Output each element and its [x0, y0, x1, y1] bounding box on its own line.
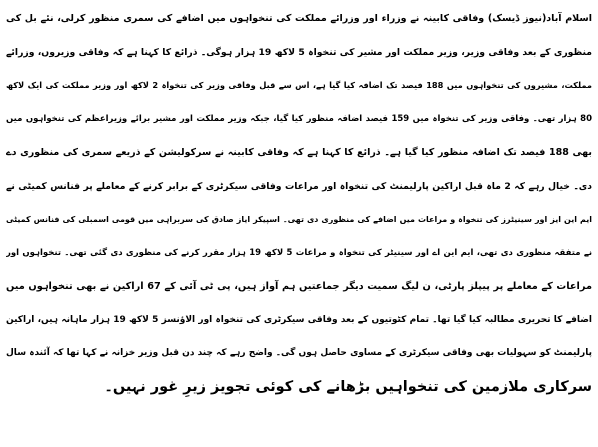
article-line: مراعات کے معاملے پر پیپلز پارٹی، ن لیگ سمیت دیگر جماعتیں ہم آواز ہیں، پی ٹی آئی کے 67 اراکین نے بھی تنخواہوں میں — [6, 281, 592, 292]
article-line: سرکاری ملازمین کی تنخواہیں بڑھانے کی کوئی تجویز زیرِ غور نہیں۔ — [104, 378, 592, 395]
article-line: 80 ہزار تھی۔ وفاقی وزیر کی تنخواہ میں 159 فیصد اضافہ منظور کیا گیا، جبکہ وزیر مملکت اور مشیر برائے وزیراعظم کی تنخواہوں میں — [6, 113, 592, 124]
article-line: نے متفقہ منظوری دی تھی، ایم این اے اور سینیٹر کی تنخواہ و مراعات 5 لاکھ 19 ہزار مقرر کرنے کی منظوری دی گئی تھی۔ تنخواہوں اور — [6, 247, 592, 258]
article-line: ایم این ایز اور سینیٹرز کی تنخواہ و مراعات میں اضافے کی منظوری دی تھی۔ اسپیکر ایاز صادق کی سربراہی میں قومی اسمبلی کی فنانس کمیٹی — [6, 215, 592, 224]
article-line: اسلام آباد(نیوز ڈیسک) وفاقی کابینہ نے وزراء اور وزرائے مملکت کی تنخواہوں میں اضافے کی سمری منظور کرلی، نئے بل کی — [6, 13, 592, 24]
article-line: بھی 188 فیصد تک اضافہ منظور کیا گیا ہے۔ ذرائع کا کہنا ہے کہ وفاقی کابینہ نے سرکولیشن کے ذریعے سمری کی منظوری دے — [6, 147, 592, 158]
article-line: پارلیمنٹ کو سہولیات بھی وفاقی سیکرٹری کے مساوی حاصل ہوں گی۔ واضح رہے کہ چند دن قبل وزیر خزانہ نے کہا تھا کہ آئندہ سال — [6, 348, 592, 358]
article-line: اضافے کا تحریری مطالبہ کیا گیا تھا۔ تمام کٹوتیوں کے بعد وفاقی سیکرٹری کی تنخواہ اور الاؤنسز 5 لاکھ 19 ہزار ماہانہ ہیں، اراکین — [6, 314, 592, 325]
article-line: مملکت، مشیروں کی تنخواہوں میں 188 فیصد تک اضافہ کیا گیا ہے، اس سے قبل وفاقی وزیر کی تنخواہ 2 لاکھ اور وزیر مملکت کی ایک لاکھ — [6, 80, 592, 90]
article-line: دی۔ خیال رہے کہ 2 ماہ قبل اراکین پارلیمنٹ کی تنخواہ اور مراعات وفاقی سیکرٹری کے برابر کرنے کے معاملے پر فنانس کمیٹی نے — [6, 180, 592, 192]
article-line: منظوری کے بعد وفاقی وزیر، وزیر مملکت اور مشیر کی تنخواہ 5 لاکھ 19 ہزار ہوگی۔ ذرائع کا کہنا ہے کہ وفاقی وزیروں، وزرائے — [6, 46, 592, 58]
